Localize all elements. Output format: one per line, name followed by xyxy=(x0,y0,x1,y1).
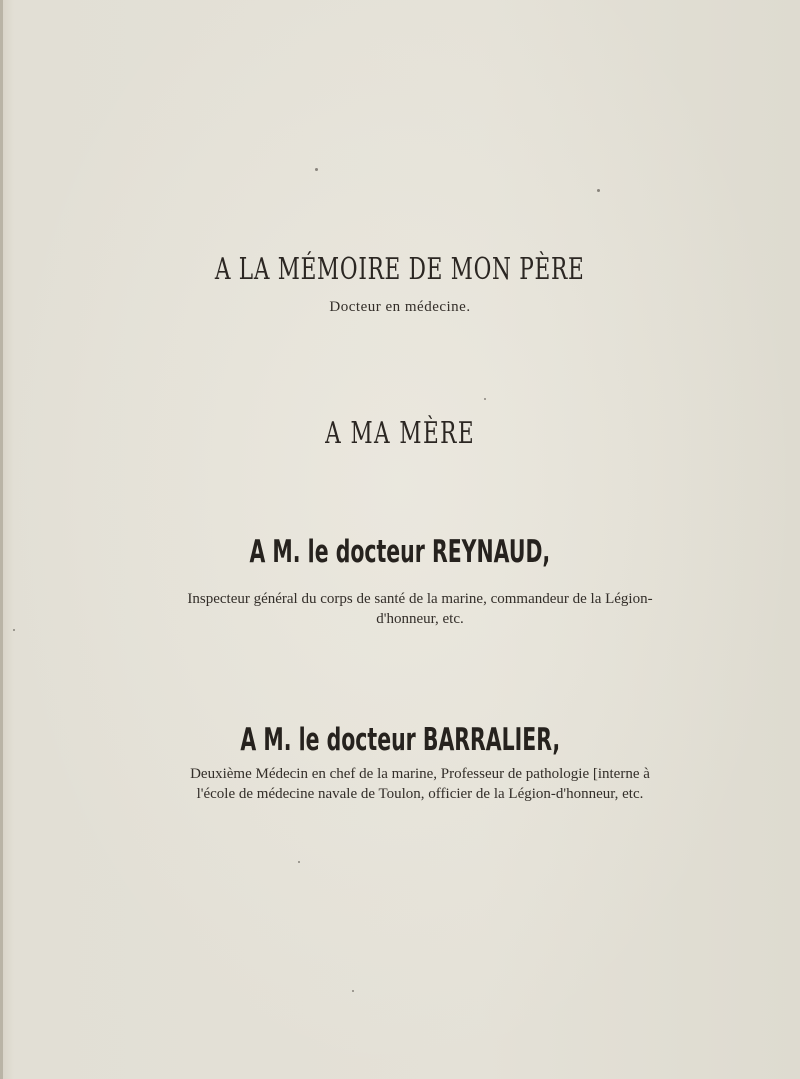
dedication-reynaud-line1: Inspecteur général du corps de santé de la marine, commandeur de la Légion- xyxy=(187,591,653,607)
dedication-father xyxy=(0,252,800,287)
paper-speck xyxy=(13,629,15,631)
dedication-father-subtitle-row xyxy=(0,297,800,317)
dedication-barralier-line2: l'école de médecine navale de Toulon, officier de la Légion-d'honneur, etc. xyxy=(196,786,644,802)
dedication-reynaud-title: A M. le docteur REYNAUD, xyxy=(249,534,551,570)
paper-speck xyxy=(352,990,354,992)
dedication-mother xyxy=(0,416,800,451)
dedication-barralier-title: A M. le docteur BARRALIER, xyxy=(240,722,560,758)
dedication-father-title: A LA MÉMOIRE DE MON PÈRE xyxy=(215,252,585,287)
dedication-reynaud xyxy=(0,534,800,570)
paper-speck xyxy=(597,189,600,192)
dedication-barralier xyxy=(0,722,800,758)
paper-speck xyxy=(298,861,300,863)
dedication-barralier-text xyxy=(130,764,710,804)
dedication-mother-title: A MA MÈRE xyxy=(325,416,475,451)
dedication-father-subtitle: Docteur en médecine. xyxy=(329,299,471,315)
dedication-reynaud-line2: d'honneur, etc. xyxy=(376,611,464,627)
paper-speck xyxy=(484,398,486,400)
dedication-reynaud-text xyxy=(130,589,710,629)
dedication-barralier-line1: Deuxième Médecin en chef de la marine, Professeur de pathologie [interne à xyxy=(190,766,650,782)
paper-speck xyxy=(315,168,318,171)
